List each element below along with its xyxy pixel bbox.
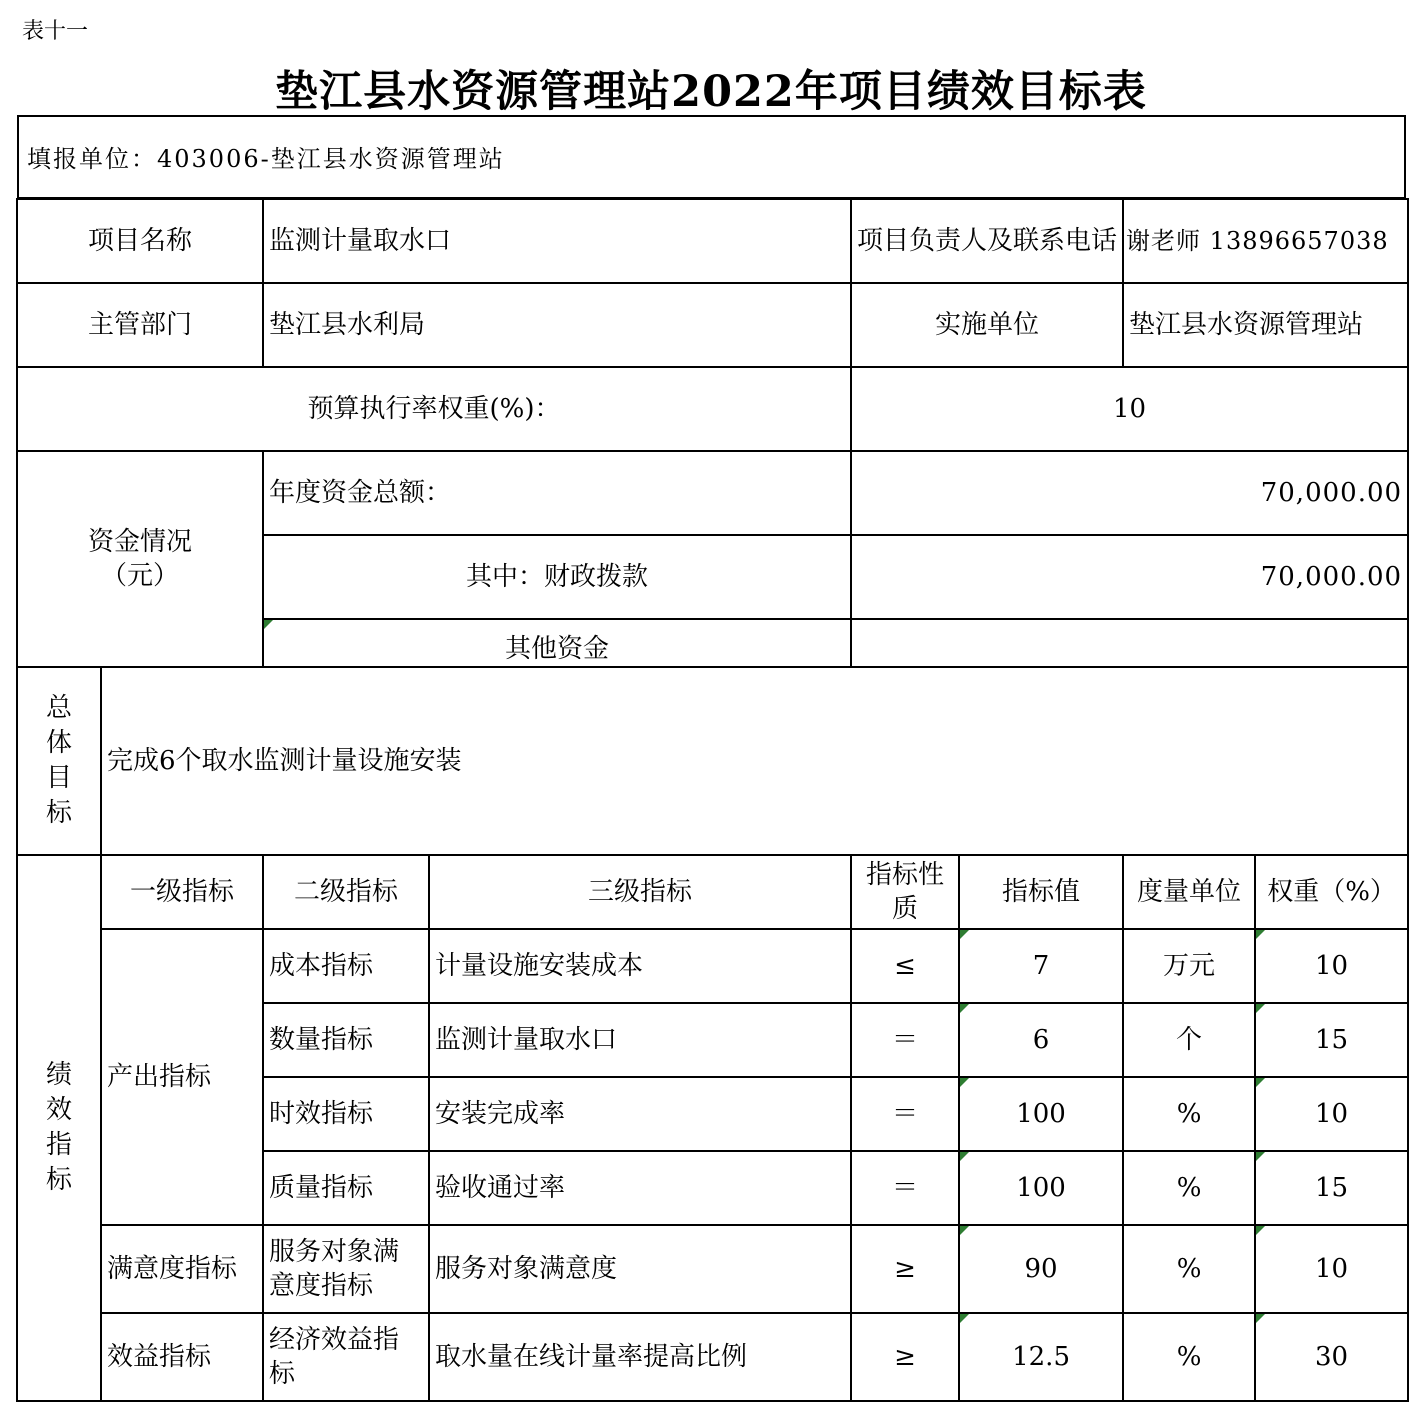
row-level3: 取水量在线计量率提高比例 bbox=[429, 1313, 851, 1401]
row-nature: ≤ bbox=[851, 929, 959, 1003]
dept-label: 主管部门 bbox=[17, 283, 263, 367]
funds-total-label: 年度资金总额： bbox=[263, 451, 851, 535]
row-level2: 质量指标 bbox=[263, 1151, 429, 1225]
header-level3: 三级指标 bbox=[429, 855, 851, 929]
budget-rate-label: 预算执行率权重(%)： bbox=[17, 367, 851, 451]
project-name-value: 监测计量取水口 bbox=[263, 199, 851, 283]
row-nature: ＝ bbox=[851, 1151, 959, 1225]
row-level3: 计量设施安装成本 bbox=[429, 929, 851, 1003]
row-weight: 15 bbox=[1255, 1003, 1408, 1077]
goal-label: 总体目标 bbox=[17, 667, 101, 855]
row-weight: 10 bbox=[1255, 1077, 1408, 1151]
row-value: 100 bbox=[959, 1077, 1123, 1151]
row-level3: 验收通过率 bbox=[429, 1151, 851, 1225]
row-value: 100 bbox=[959, 1151, 1123, 1225]
contact-value: 谢老师 13896657038 bbox=[1123, 199, 1408, 283]
group-benefit: 效益指标 bbox=[101, 1313, 263, 1401]
row-unit: % bbox=[1123, 1313, 1255, 1401]
row-level2: 经济效益指标 bbox=[263, 1313, 429, 1401]
row-value: 12.5 bbox=[959, 1313, 1123, 1401]
table-row bbox=[17, 1225, 1408, 1313]
row-weight: 10 bbox=[1255, 929, 1408, 1003]
group-satisfaction: 满意度指标 bbox=[101, 1225, 263, 1313]
goal-text: 完成6个取水监测计量设施安装 bbox=[101, 667, 1408, 855]
row-weight: 30 bbox=[1255, 1313, 1408, 1401]
impl-label: 实施单位 bbox=[851, 283, 1123, 367]
contact-label: 项目负责人及联系电话 bbox=[851, 199, 1123, 283]
group-output: 产出指标 bbox=[101, 929, 263, 1225]
row-level3: 服务对象满意度 bbox=[429, 1225, 851, 1313]
project-name-label: 项目名称 bbox=[17, 199, 263, 283]
page-title: 垫江县水资源管理站2022年项目绩效目标表 bbox=[275, 67, 1147, 117]
header-weight: 权重（%） bbox=[1255, 855, 1408, 929]
header-level2: 二级指标 bbox=[263, 855, 429, 929]
row-unit: % bbox=[1123, 1077, 1255, 1151]
header-unit: 度量单位 bbox=[1123, 855, 1255, 929]
dept-value: 垫江县水利局 bbox=[263, 283, 851, 367]
header-nature: 指标性质 bbox=[851, 855, 959, 929]
funds-fiscal-label: 其中：财政拨款 bbox=[263, 535, 851, 619]
header-value: 指标值 bbox=[959, 855, 1123, 929]
funds-fiscal-value: 70,000.00 bbox=[851, 535, 1408, 619]
table-row bbox=[17, 1313, 1408, 1401]
funds-total-value: 70,000.00 bbox=[851, 451, 1408, 535]
row-unit: 万元 bbox=[1123, 929, 1255, 1003]
row-level2: 成本指标 bbox=[263, 929, 429, 1003]
row-value: 7 bbox=[959, 929, 1123, 1003]
row-unit: % bbox=[1123, 1151, 1255, 1225]
table-number-label: 表十一 bbox=[22, 19, 89, 44]
row-level2: 时效指标 bbox=[263, 1077, 429, 1151]
row-unit: 个 bbox=[1123, 1003, 1255, 1077]
row-value: 90 bbox=[959, 1225, 1123, 1313]
row-nature: ≥ bbox=[851, 1313, 959, 1401]
row-nature: ＝ bbox=[851, 1003, 959, 1077]
row-unit: % bbox=[1123, 1225, 1255, 1313]
filler-unit: 填报单位：403006-垫江县水资源管理站 bbox=[17, 115, 1406, 199]
row-value: 6 bbox=[959, 1003, 1123, 1077]
row-level3: 安装完成率 bbox=[429, 1077, 851, 1151]
row-level2: 数量指标 bbox=[263, 1003, 429, 1077]
table-row bbox=[17, 929, 1408, 1003]
row-weight: 10 bbox=[1255, 1225, 1408, 1313]
impl-value: 垫江县水资源管理站 bbox=[1123, 283, 1408, 367]
budget-rate-value: 10 bbox=[851, 367, 1408, 451]
row-nature: ＝ bbox=[851, 1077, 959, 1151]
row-weight: 15 bbox=[1255, 1151, 1408, 1225]
row-nature: ≥ bbox=[851, 1225, 959, 1313]
header-level1: 一级指标 bbox=[101, 855, 263, 929]
indicators-section-label: 绩效指标 bbox=[17, 855, 101, 1401]
row-level2: 服务对象满意度指标 bbox=[263, 1225, 429, 1313]
funds-other-label: 其他资金 bbox=[263, 619, 851, 667]
row-level3: 监测计量取水口 bbox=[429, 1003, 851, 1077]
funds-other-value bbox=[851, 619, 1408, 667]
funds-label: 资金情况（元） bbox=[17, 451, 263, 667]
performance-table bbox=[16, 198, 1409, 1402]
